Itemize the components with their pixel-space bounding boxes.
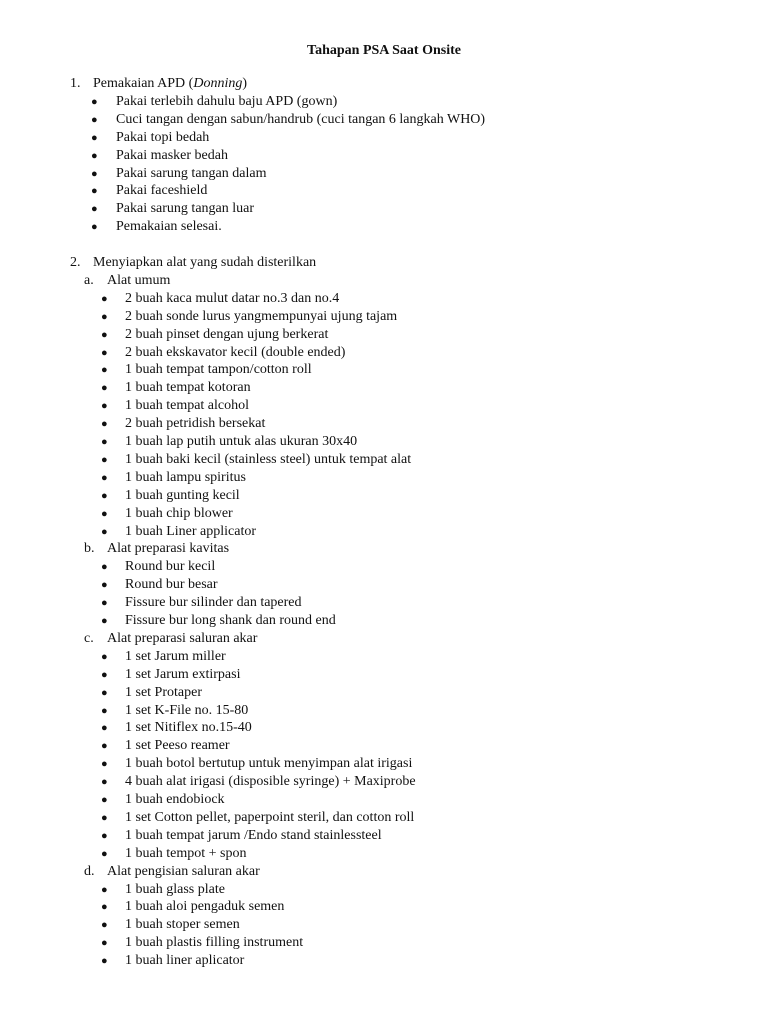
subsection-letter: c. — [84, 630, 94, 646]
list-item: Pakai faceshield — [116, 183, 208, 199]
bullet-icon: ● — [101, 382, 108, 395]
bullet-icon: ● — [101, 847, 108, 860]
list-item: 1 buah tempat kotoran — [125, 380, 251, 396]
list-item: Pakai masker bedah — [116, 147, 228, 163]
bullet-icon: ● — [101, 436, 108, 448]
bullet-icon: ● — [101, 364, 108, 377]
heading-text: Pemakaian APD ( — [93, 76, 194, 91]
bullet-icon: ● — [101, 507, 108, 520]
list-item: 2 buah kaca mulut datar no.3 dan no.4 — [125, 290, 340, 306]
bullet-icon: ● — [101, 776, 108, 789]
bullet-icon: ● — [101, 489, 108, 502]
list-item: 1 set Jarum miller — [125, 648, 226, 664]
list-item: 1 buah lampu spiritus — [125, 469, 246, 485]
list-item: Pakai sarung tangan dalam — [116, 165, 267, 181]
bullet-icon: ● — [101, 561, 108, 574]
bullet-icon: ● — [91, 221, 98, 234]
list-item: 2 buah pinset dengan ujung berkerat — [125, 326, 329, 342]
list-item: Cuci tangan dengan sabun/handrub (cuci tangan 6 langkah WHO) — [116, 111, 486, 127]
bullet-icon: ● — [101, 829, 108, 842]
list-item: 1 buah lap putih untuk alas ukuran 30x40 — [125, 434, 358, 449]
bullet-icon: ● — [101, 418, 108, 431]
bullet-icon: ● — [91, 95, 98, 108]
list-item: 2 buah petridish bersekat — [125, 416, 266, 432]
bullet-icon: ● — [101, 292, 108, 305]
bullet-icon: ● — [101, 883, 108, 896]
section-heading — [93, 75, 247, 93]
list-item: Round bur kecil — [125, 559, 216, 575]
list-item: 1 buah Liner applicator — [125, 523, 257, 539]
subsection-heading: Alat preparasi kavitas — [107, 541, 230, 557]
bullet-icon: ● — [101, 740, 108, 753]
list-item: Round bur besar — [125, 577, 218, 593]
bullet-icon: ● — [101, 704, 108, 717]
list-item: 1 buah tempot + spon — [125, 845, 247, 861]
list-item: 1 buah stoper semen — [125, 917, 240, 933]
list-item: 1 buah tempat tampon/cotton roll — [125, 362, 312, 378]
list-item: 1 buah liner aplicator — [125, 953, 245, 969]
subsection-letter: b. — [84, 541, 95, 557]
bullet-icon: ● — [101, 668, 108, 681]
list-item: 1 buah plastis filling instrument — [125, 935, 304, 951]
subsection-heading: Alat umum — [107, 272, 171, 288]
bullet-icon: ● — [101, 794, 108, 806]
list-item: 1 buah endobiock — [125, 792, 225, 807]
heading-text: ) — [242, 76, 247, 91]
bullet-icon: ● — [101, 310, 108, 323]
list-item: Fissure bur long shank dan round end — [125, 613, 336, 628]
list-item: 2 buah sonde lurus yangmempunyai ujung tajam — [125, 308, 398, 324]
list-item: 1 buah aloi pengaduk semen — [125, 899, 285, 915]
bullet-icon: ● — [91, 113, 98, 126]
bullet-icon: ● — [91, 185, 98, 198]
list-item: Pakai sarung tangan luar — [116, 201, 255, 217]
list-item: 1 buah gunting kecil — [125, 487, 240, 503]
list-item: Pemakaian selesai. — [116, 219, 222, 235]
bullet-icon: ● — [101, 650, 108, 663]
list-item: 1 buah baki kecil (stainless steel) untuk tempat alat — [125, 451, 412, 467]
bullet-icon: ● — [101, 400, 108, 413]
bullet-icon: ● — [101, 471, 108, 484]
list-item: 1 buah tempat alcohol — [125, 398, 250, 414]
bullet-icon: ● — [101, 346, 108, 359]
list-item: 1 buah botol bertutup untuk menyimpan alat irigasi — [125, 756, 413, 772]
list-item: Pakai topi bedah — [116, 129, 210, 145]
bullet-icon: ● — [91, 149, 98, 162]
list-item: 4 buah alat irigasi (disposible syringe) + Maxiprobe — [125, 774, 416, 790]
section-number: 1. — [70, 76, 81, 91]
document-title: Tahapan PSA Saat Onsite — [307, 43, 461, 58]
bullet-icon: ● — [101, 955, 108, 968]
bullet-icon: ● — [101, 597, 108, 610]
list-item: 1 buah glass plate — [125, 881, 225, 897]
subsection-letter: a. — [84, 272, 94, 288]
list-item: Pakai terlebih dahulu baju APD (gown) — [116, 93, 338, 109]
bullet-icon: ● — [101, 758, 108, 771]
bullet-icon: ● — [91, 131, 98, 144]
list-item: 1 buah tempat jarum /Endo stand stainlessteel — [125, 827, 382, 843]
section-number: 2. — [70, 255, 81, 270]
bullet-icon: ● — [101, 686, 108, 699]
heading-italic-text: Donning — [193, 76, 243, 91]
bullet-icon: ● — [101, 937, 108, 950]
section-heading: Menyiapkan alat yang sudah disterilkan — [93, 255, 317, 270]
list-item: 1 set Cotton pellet, paperpoint steril, dan cotton roll — [125, 809, 415, 825]
bullet-icon: ● — [101, 328, 108, 341]
bullet-icon: ● — [101, 453, 108, 466]
subsection-heading: Alat preparasi saluran akar — [107, 630, 258, 646]
bullet-icon: ● — [101, 901, 108, 914]
list-item: 1 set Protaper — [125, 684, 202, 700]
bullet-icon: ● — [101, 811, 108, 824]
list-item: 1 set Nitiflex no.15-40 — [125, 720, 252, 736]
bullet-icon: ● — [91, 203, 98, 216]
list-item: Fissure bur silinder dan tapered — [125, 595, 302, 611]
subsection-heading: Alat pengisian saluran akar — [107, 863, 260, 879]
list-item: 1 set K-File no. 15-80 — [125, 702, 249, 718]
bullet-icon: ● — [91, 167, 98, 180]
list-item: 2 buah ekskavator kecil (double ended) — [125, 344, 346, 360]
list-item: 1 set Peeso reamer — [125, 738, 230, 754]
bullet-icon: ● — [101, 525, 108, 538]
bullet-icon: ● — [101, 919, 108, 932]
subsection-letter: d. — [84, 863, 95, 879]
bullet-icon: ● — [101, 722, 108, 735]
list-item: 1 buah chip blower — [125, 505, 233, 521]
bullet-icon: ● — [101, 579, 108, 592]
bullet-icon: ● — [101, 615, 108, 627]
list-item: 1 set Jarum extirpasi — [125, 666, 241, 682]
